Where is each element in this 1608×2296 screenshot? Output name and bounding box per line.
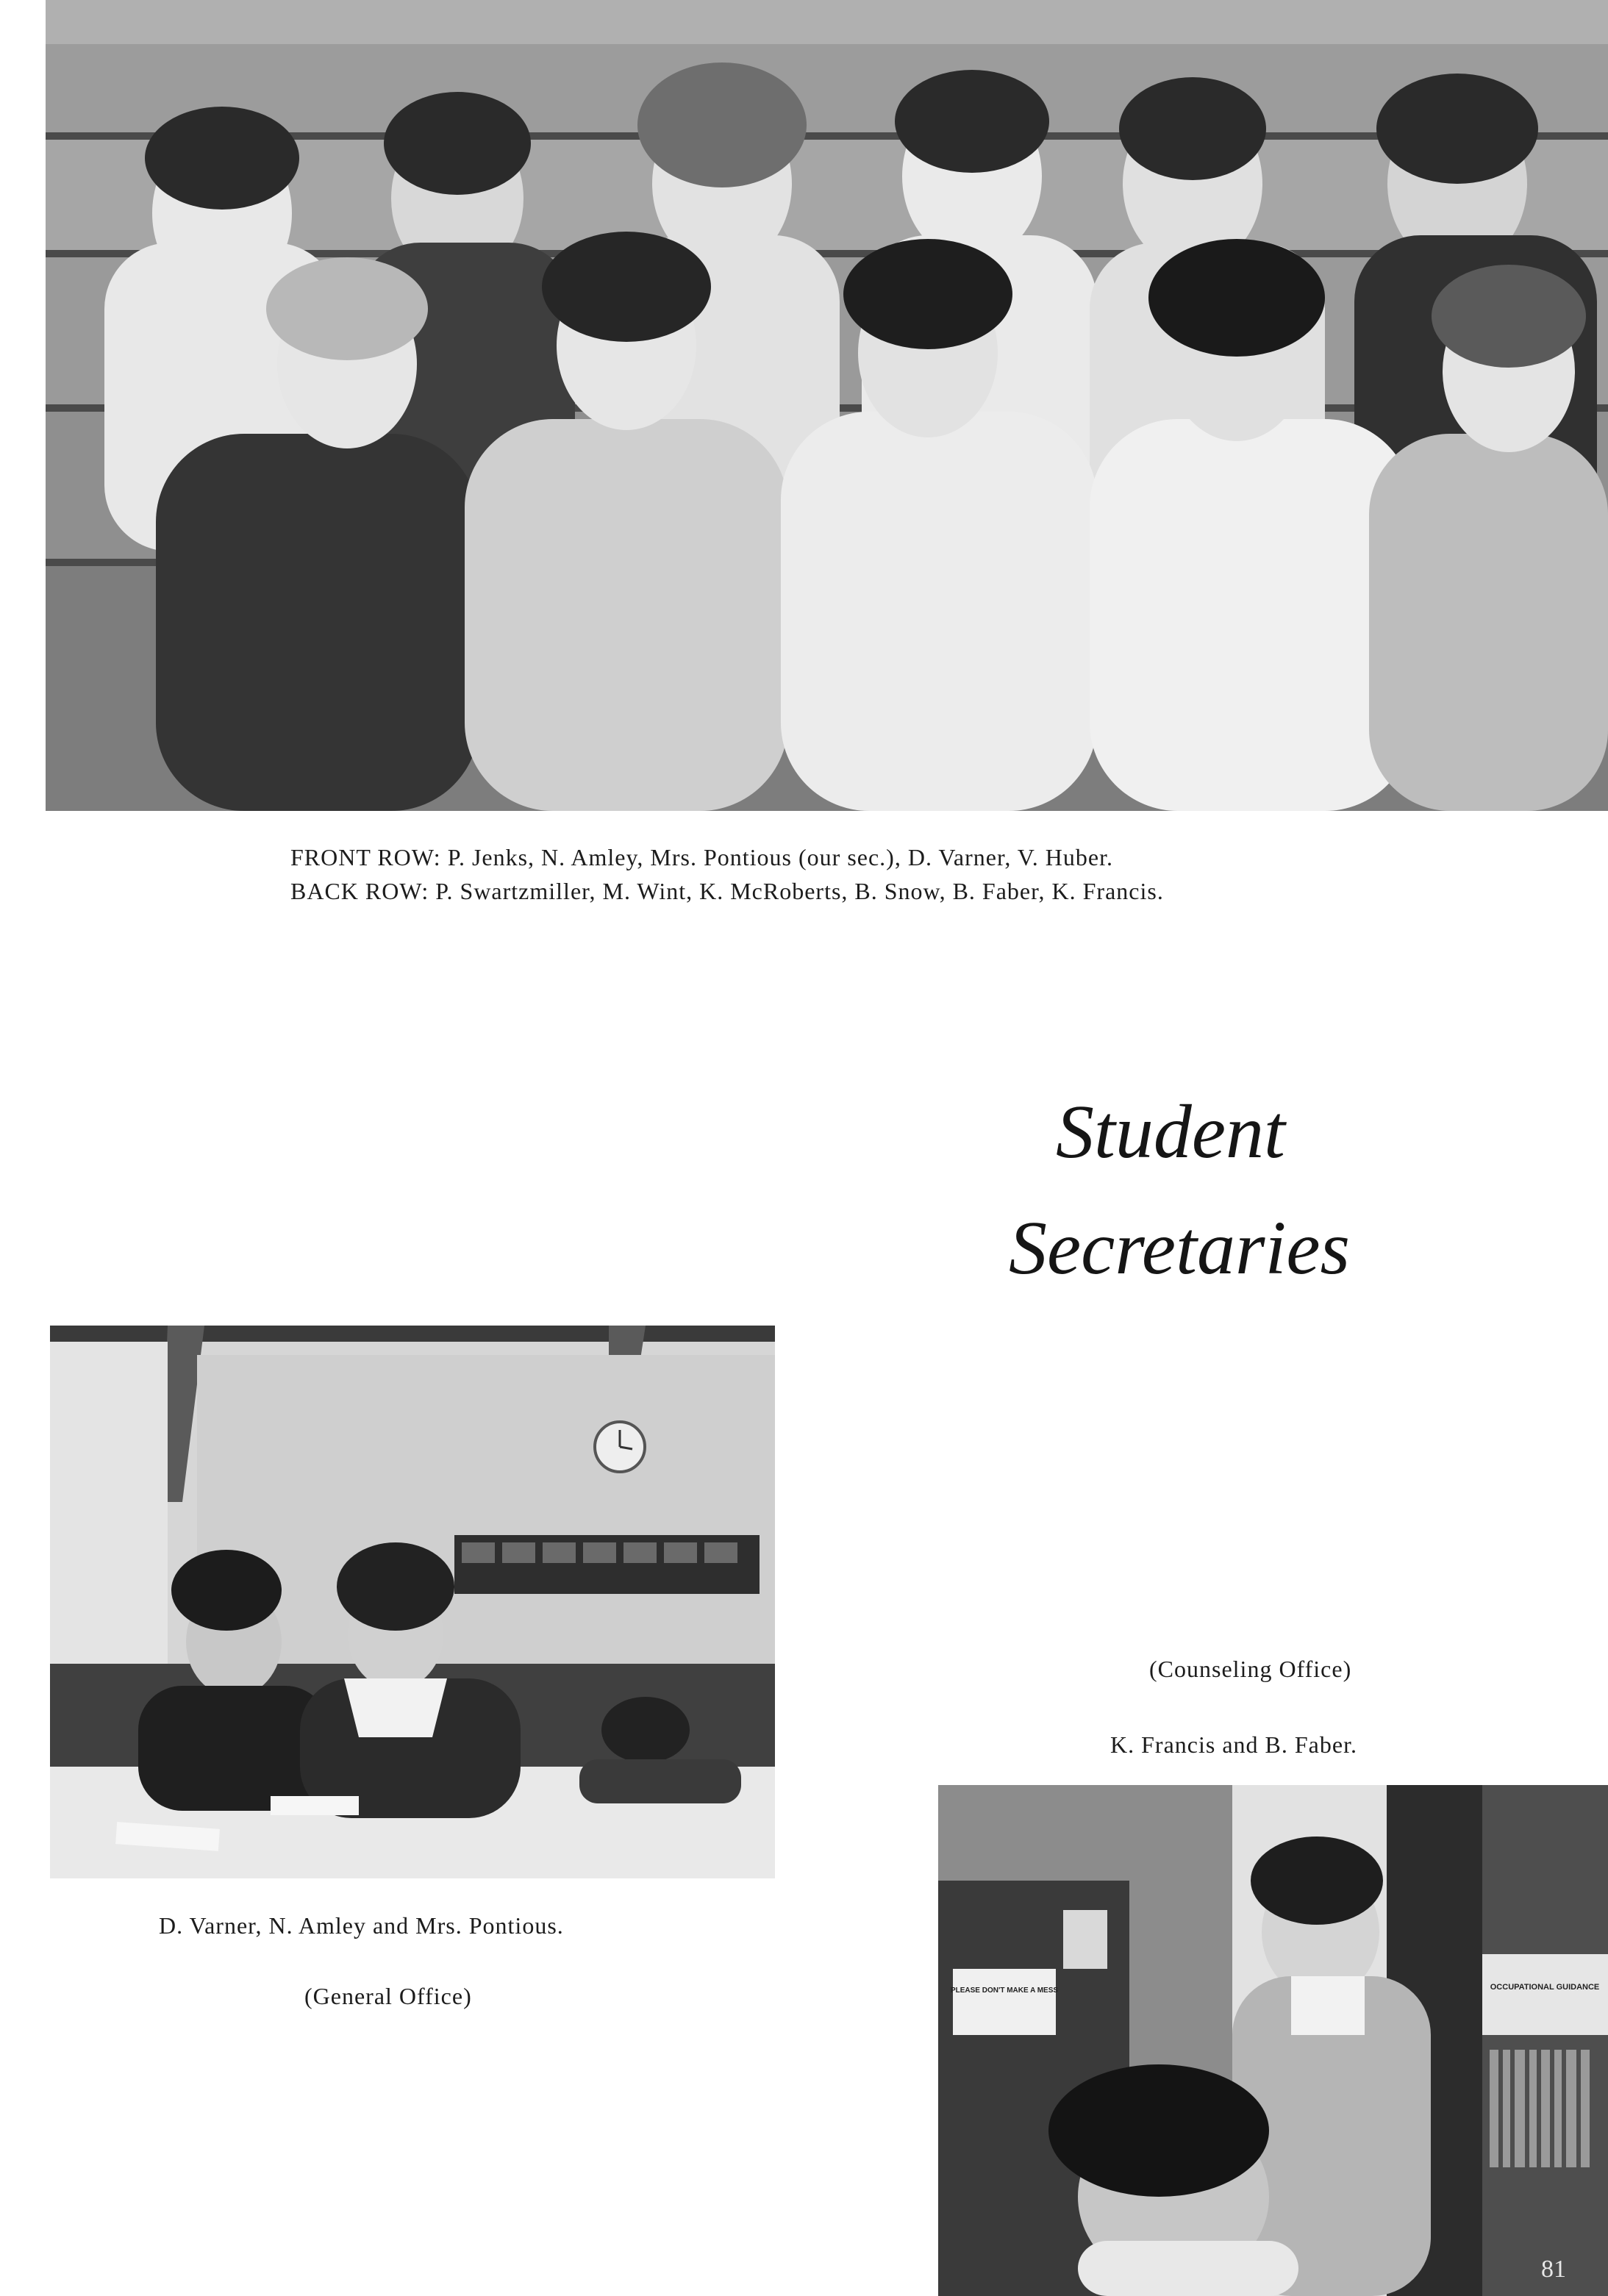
general-office-label-caption: (General Office)	[304, 1983, 472, 2009]
general-office-names-caption: D. Varner, N. Amley and Mrs. Pontious.	[159, 1912, 564, 1939]
page-title-line-2: Secretaries	[1009, 1206, 1350, 1290]
counseling-office-names-caption: K. Francis and B. Faber.	[1110, 1731, 1357, 1758]
page-number: 81	[1541, 2256, 1566, 2283]
occupational-guidance-box-text: OCCUPATIONAL GUIDANCE	[1490, 1983, 1600, 1992]
counseling-office-label-caption: (Counseling Office)	[1149, 1656, 1352, 1682]
notice-sign	[950, 1969, 1059, 2035]
general-office-photo-image	[50, 1326, 775, 1878]
back-row-caption: BACK ROW: P. Swartzmiller, M. Wint, K. McRoberts, B. Snow, B. Faber, K. Francis.	[290, 878, 1164, 904]
group-photo-image	[46, 0, 1608, 811]
front-row-caption: FRONT ROW: P. Jenks, N. Amley, Mrs. Pontious (our sec.), D. Varner, V. Huber.	[290, 844, 1113, 870]
page-title-line-1: Student	[1056, 1090, 1285, 1174]
general-office-photo	[50, 1326, 775, 1878]
counseling-office-photo-image	[938, 1785, 1608, 2296]
group-photo	[46, 0, 1608, 811]
notice-sign-text: PLEASE DON'T MAKE A MESS	[950, 1986, 1059, 1995]
occupational-guidance-box	[1482, 1954, 1608, 2035]
counseling-office-photo	[938, 1785, 1608, 2296]
